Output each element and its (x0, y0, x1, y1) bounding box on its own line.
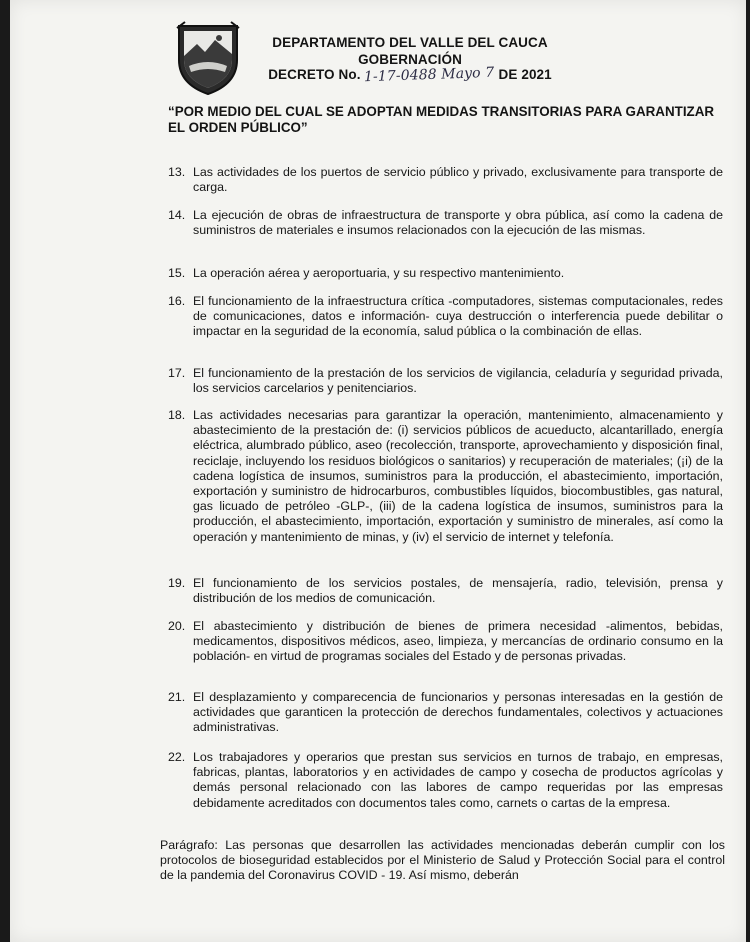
decree-prefix: DECRETO No. (268, 67, 361, 82)
paragraph-note: Parágrafo: Las personas que desarrollen las actividades mencionadas deberán cumplir con los protocolos de bioseguridad establecidos por el Ministerio de Salud y Protección Social para el control de la pandemia del Coronavirus COVID - 19. Así mismo, deberán (160, 838, 725, 883)
item-text: El funcionamiento de la infraestructura crítica -computadores, sistemas computacionales, redes de comunicaciones, datos e información- cuya destrucción o interferencia puede debilitar o impactar en la seguridad de la economía, salud pública o la combinación de ellas. (193, 294, 723, 339)
item-number: 15. (168, 266, 186, 280)
decree-handwritten-number: 1-17-0488 Mayo 7 (364, 64, 495, 86)
list-item (168, 165, 723, 195)
item-number: 14. (168, 208, 186, 222)
item-text: La ejecución de obras de infraestructura de transporte y obra pública, así como la cadena de suministros de materiales e insumos relacionados con la ejecución de las mismas. (193, 208, 723, 238)
list-item (168, 294, 723, 340)
item-text: La operación aérea y aeroportuaria, y su respectivo mantenimiento. (193, 266, 565, 280)
list-item (168, 750, 723, 811)
decree-suffix: DE 2021 (498, 67, 552, 82)
list-item (168, 366, 723, 396)
item-text: El desplazamiento y comparecencia de funcionarios y personas interesadas en la gestión de actividades que garanticen la protección de derechos fundamentales, colectivos y actuaciones administrativas. (193, 690, 723, 735)
document-page (10, 0, 746, 942)
item-text: El funcionamiento de la prestación de los servicios de vigilancia, celaduría y seguridad privada, los servicios carcelarios y penitenciarios. (193, 366, 723, 396)
item-number: 21. (168, 690, 186, 704)
item-number: 22. (168, 750, 186, 764)
list-item (168, 619, 723, 665)
item-number: 13. (168, 165, 186, 179)
item-number: 17. (168, 366, 186, 380)
item-text: Los trabajadores y operarios que prestan sus servicios en turnos de trabajo, en empresas, fabricas, plantas, laboratorios y en actividades de campo y cosecha de productos agrícolas y demás personal relacionado con las labores de campo requeridas por las empresas debidamente acreditados con documentos tales como, carnets o cartas de la empresa. (193, 750, 723, 810)
item-number: 16. (168, 294, 186, 308)
item-number: 18. (168, 408, 186, 422)
item-number: 20. (168, 619, 186, 633)
list-item (168, 576, 723, 606)
decree-number (260, 64, 560, 86)
item-text: El abastecimiento y distribución de bienes de primera necesidad -alimentos, bebidas, medicamentos, dispositivos médicos, aseo, limpieza, y mercancías de ordinario consumo en la población- en virtud de programas sociales del Estado y de personas privadas. (193, 619, 723, 664)
list-item (168, 208, 723, 238)
coat-of-arms-seal (175, 20, 241, 96)
list-item (168, 690, 723, 736)
governorate-heading: GOBERNACIÓN (358, 52, 462, 67)
item-text: Las actividades necesarias para garantizar la operación, mantenimiento, almacenamiento y abastecimiento de la prestación de: (i) servicios públicos de acueducto, alcantarillado, energía eléctrica, alumbrado público, aseo (recolección, transporte, aprovechamiento y disposición final, reciclaje, incluyendo los residuos biológicos o sanitarios) y recuperación de materiales; (¡i) de la cadena logística de insumos, suministros para la producción, el abastecimiento, importación, exportación y suministro de hidrocarburos, combustibles líquidos, biocombustibles, gas natural, gas licuado de petróleo -GLP-, (iii) de la cadena logística de insumos, suministros para la producción, el abastecimiento, importación, exportación y suministro de minerales, así como la operación y mantenimiento de minas, y (iv) el servicio de internet y telefonía. (193, 408, 723, 544)
list-item (168, 266, 723, 281)
department-heading: DEPARTAMENTO DEL VALLE DEL CAUCA (272, 35, 548, 50)
decree-title: “POR MEDIO DEL CUAL SE ADOPTAN MEDIDAS TRANSITORIAS PARA GARANTIZAR EL ORDEN PÚBLICO” (168, 104, 715, 135)
item-text: El funcionamiento de los servicios postales, de mensajería, radio, televisión, prensa y distribución de los medios de comunicación. (193, 576, 723, 606)
item-text: Las actividades de los puertos de servicio público y privado, exclusivamente para transporte de carga. (193, 165, 723, 195)
item-number: 19. (168, 576, 186, 590)
list-item (168, 408, 723, 545)
